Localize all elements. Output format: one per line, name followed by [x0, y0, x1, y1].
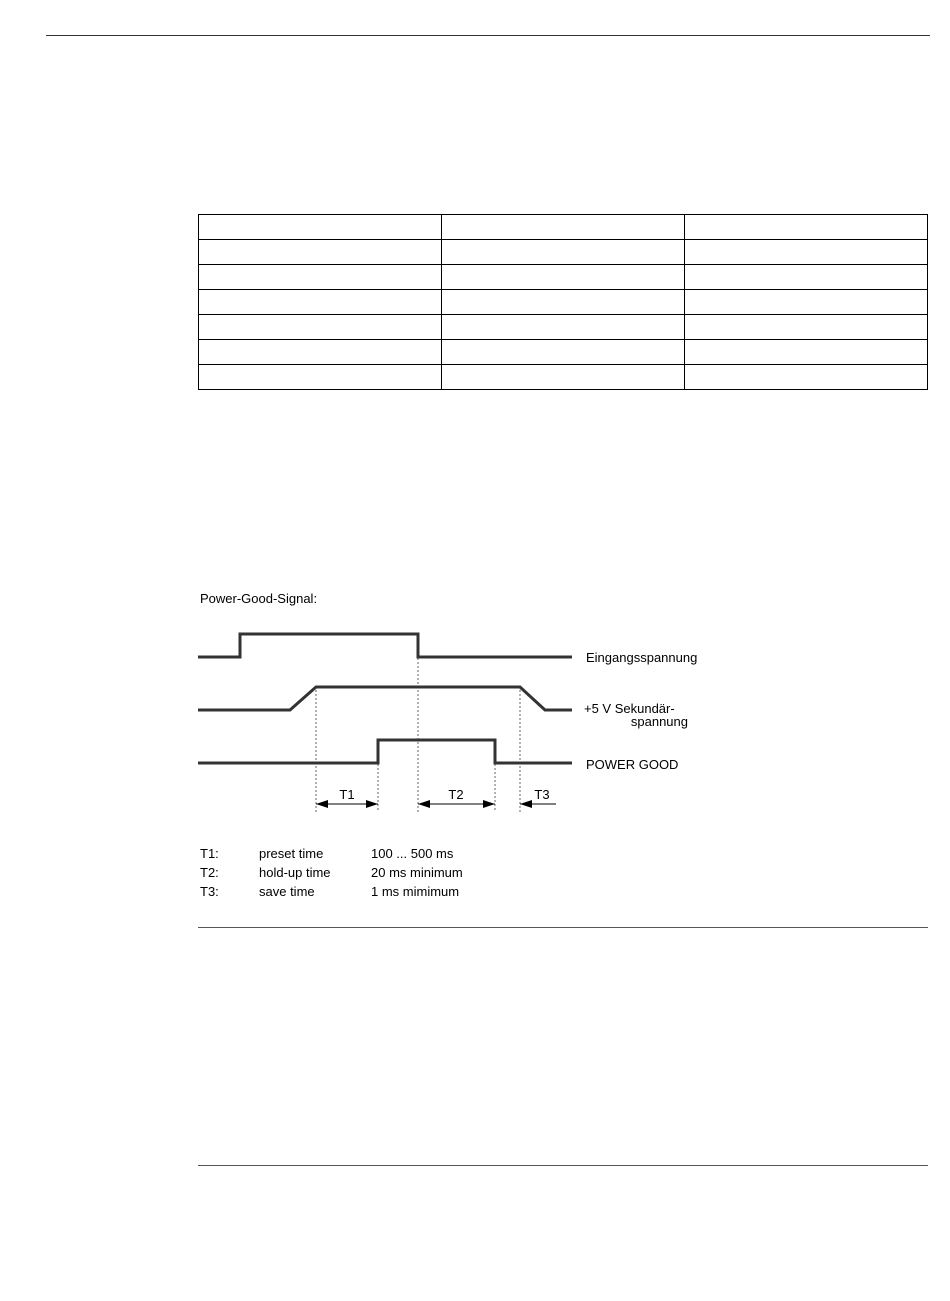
secondary-voltage-label: +5 V Sekundär-: [584, 701, 675, 716]
section-rule: [198, 927, 928, 928]
timing-legend: [200, 846, 463, 899]
arrow-left-icon: [520, 800, 532, 808]
legend-symbol: T3:: [200, 884, 219, 899]
legend-value: 1 ms mimimum: [371, 884, 460, 899]
legend-name: hold-up time: [259, 865, 331, 880]
t1-label: T1: [339, 787, 355, 802]
secondary-voltage-waveform: [198, 687, 572, 710]
legend-symbol: T1:: [200, 846, 219, 861]
arrow-left-icon: [316, 800, 328, 808]
power-good-waveform: [198, 740, 572, 763]
t2-dimension: [418, 787, 495, 808]
legend-symbol: T2:: [200, 865, 219, 880]
power-good-label: POWER GOOD: [586, 757, 679, 772]
input-voltage-waveform: [198, 634, 572, 657]
section-rule: [198, 1165, 928, 1166]
arrow-right-icon: [483, 800, 495, 808]
t1-dimension: [316, 787, 378, 808]
legend-name: save time: [259, 884, 315, 899]
arrow-left-icon: [418, 800, 430, 808]
t3-label: T3: [534, 787, 550, 802]
t2-label: T2: [448, 787, 464, 802]
arrow-right-icon: [366, 800, 378, 808]
secondary-voltage-label-cont: spannung: [630, 714, 688, 729]
input-voltage-label: Eingangsspannung: [586, 650, 698, 665]
legend-name: preset time: [259, 846, 324, 861]
legend-value: 100 ... 500 ms: [371, 846, 454, 861]
t3-dimension: [520, 787, 556, 808]
legend-value: 20 ms minimum: [371, 865, 463, 880]
diagram-title: Power-Good-Signal:: [200, 591, 318, 606]
